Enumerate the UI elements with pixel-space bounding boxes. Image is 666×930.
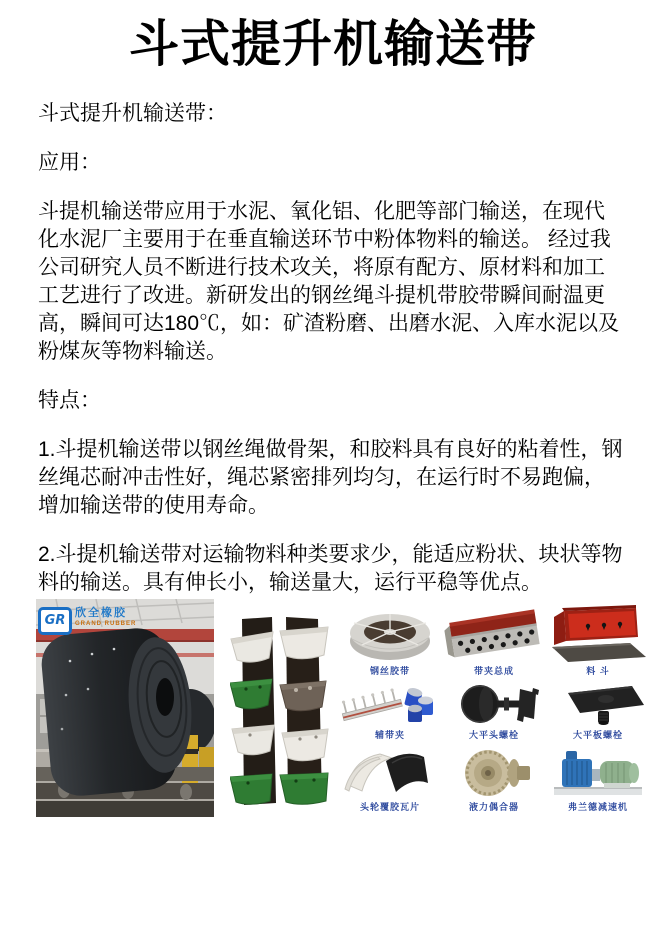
bucket-white-4 [282,729,328,761]
product-caption: 大平板螺栓 [572,730,623,740]
product-caption: 料 斗 [586,666,610,676]
article-body [0,100,663,597]
bucket-green-3 [280,773,328,804]
belt-roll-graphic [39,626,197,798]
feature-paragraph-2: 2.斗提机输送带对运输物料种类要求少，能适应粉状、块状等物料的输送。具有伸长小，输送量大，运行平稳等优点。 [38,543,623,594]
belt-clamp-assembly-image [444,605,544,663]
intro-line: 斗式提升机输送带： [38,102,227,125]
logo-name-chinese: 欣全橡胶 [75,607,127,619]
logo-gr-monogram: GR [38,607,72,635]
bucket-panel-graphic [230,617,334,809]
hopper-image [548,605,648,663]
product-cell-flat-plate-bolt [544,681,652,740]
product-cell-aux-belt-clamp [336,681,444,740]
product-caption: 弗兰德减速机 [567,802,628,812]
product-caption: 带夹总成 [473,666,514,676]
aux-belt-clamp-image [340,681,440,727]
bucket-green-2 [230,774,272,804]
flender-reducer-image [548,747,648,799]
product-cell-flat-head-bolt [440,681,548,740]
steel-cord-belt-image [340,605,440,663]
product-caption: 头轮覆胶瓦片 [359,802,420,812]
features-heading: 特点： [38,389,101,412]
bucket-white-3 [232,725,274,755]
product-cell-steel-cord-belt [336,605,444,676]
bucket-green-1 [230,679,272,709]
product-caption: 大平头螺栓 [468,730,519,740]
factory-belt-roll-photo [36,599,214,817]
product-cell-fluid-coupling [440,747,548,812]
application-heading: 应用： [38,151,101,174]
bucket-display-panel-photo [230,617,334,809]
product-image-collage [0,597,666,879]
product-caption: 液力偶合器 [468,802,519,812]
flat-head-bolt-image [444,681,544,727]
product-cell-flender-reducer [544,747,652,812]
application-paragraph: 斗提机输送带应用于水泥、氧化铝、化肥等部门输送，在现代化水泥厂主要用于在垂直输送环节中粉体物料的输送。 经过我公司研究人员不断进行技术攻关，将原有配方、原材料和加工工艺进行了改进。新研发出的钢丝绳斗提机带胶带瞬间耐温更高，瞬间可达180℃，如：矿渣粉磨、出磨水泥、入库水泥以及粉煤灰等物料输送。 [38,200,620,363]
product-cell-hopper [544,605,652,676]
brand-logo [38,607,136,635]
head-wheel-rubber-tiles-image [340,747,440,799]
feature-paragraph-1: 1.斗提机输送带以钢丝绳做骨架，和胶料具有良好的粘着性，钢丝绳芯耐冲击性好，绳芯紧密排列均匀，在运行时不易跑偏，增加输送带的使用寿命。 [38,438,623,517]
logo-name-english: GRAND RUBBER [75,621,137,627]
bucket-gray [280,681,326,711]
product-caption: 辅带夹 [374,730,405,740]
product-cell-head-wheel-tiles [336,747,444,812]
product-cell-belt-clamp-assembly [440,605,548,676]
page-title: 斗式提升机输送带 [129,15,537,73]
product-caption: 钢丝胶带 [369,666,410,676]
bucket-white-2 [280,627,328,659]
fluid-coupling-image [444,747,544,799]
flat-plate-bolt-image [548,681,648,727]
